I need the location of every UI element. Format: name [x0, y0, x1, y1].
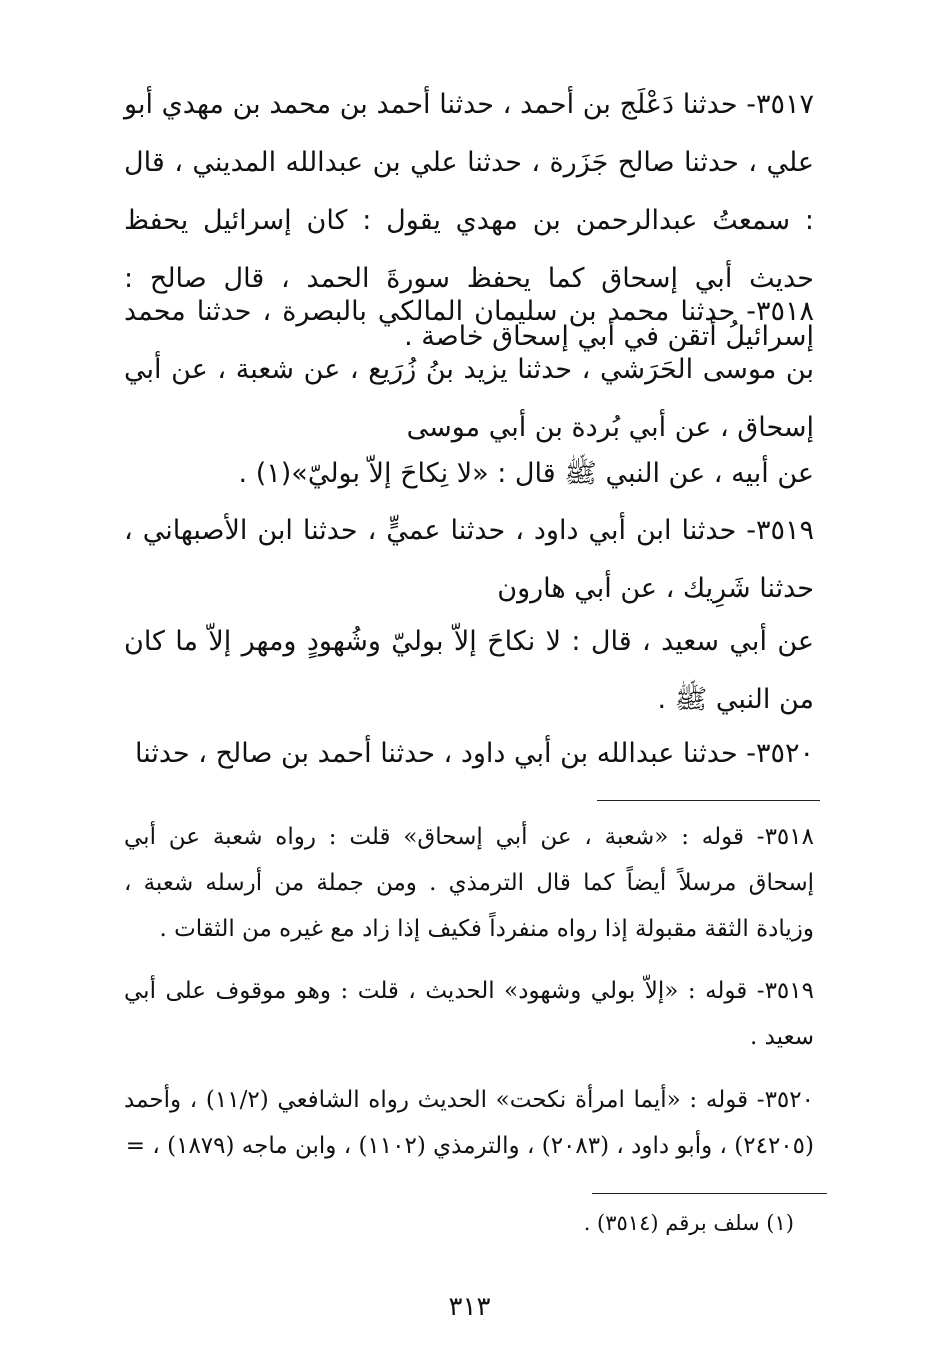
notes-separator	[597, 800, 820, 801]
hadith-3519-chain: ٣٥١٩- حدثنا ابن أبي داود ، حدثنا عميٍّ ، حدثنا ابن الأصبهاني ، حدثنا شَرِيك ، عن أبي هارون	[124, 515, 814, 604]
note-3518: ٣٥١٨- قوله : «شعبة ، عن أبي إسحاق» قلت : رواه شعبة عن أبي إسحاق مرسلاً أيضاً كما قال الترمذي . ومن جملة من أرسله شعبة ، وزيادة الثقة مقبولة إذا رواه منفرداً فكيف إذا زاد مع غيره من الثقات .	[124, 824, 814, 942]
page-number: ٣١٣	[448, 1292, 491, 1322]
hadith-3518-chain: ٣٥١٨- حدثنا محمد بن سليمان المالكي بالبصرة ، حدثنا محمد بن موسى الحَرَشي ، حدثنا يزيد بنُ زُرَيع ، عن شعبة ، عن أبي إسحاق ، عن أبي بُردة بن أبي موسى	[124, 296, 814, 443]
note-3519: ٣٥١٩- قوله : «إلاّ بولي وشهود» الحديث ، قلت : وهو موقوف على أبي سعيد .	[124, 978, 814, 1050]
hadith-3517: ٣٥١٧- حدثنا دَعْلَج بن أحمد ، حدثنا أحمد بن محمد بن مهدي أبو علي ، حدثنا صالح جَزَرة ، حدثنا علي بن عبدالله المديني ، قال : سمعتُ عبدالرحمن بن مهدي يقول : كان إسرائيل يحفظ حديث أبي إسحاق كما يحفظ سورةَ الحمد ، قال صالح : إسرائيلُ أتقن في أبي إسحاق خاصة .	[124, 89, 814, 352]
footnote-separator	[592, 1193, 827, 1194]
hadith-3518-text: عن أبيه ، عن النبي ﷺ قال : «لا نِكاحَ إلاّ بوليّ»(١) .	[238, 458, 814, 489]
note-3520: ٣٥٢٠- قوله : «أيما امرأة نكحت» الحديث رواه الشافعي (١١/٢) ، وأحمد (٢٤٢٠٥) ، وأبو داود ، (٢٠٨٣) ، والترمذي (١١٠٢) ، وابن ماجه (١٨٧٩) ، =	[124, 1087, 814, 1159]
footnote-1: (١) سلف برقم (٣٥١٤) .	[583, 1211, 794, 1235]
hadith-3520-chain: ٣٥٢٠- حدثنا عبدالله بن أبي داود ، حدثنا أحمد بن صالح ، حدثنا	[134, 738, 814, 769]
hadith-3519-text: عن أبي سعيد ، قال : لا نكاحَ إلاّ بوليّ وشُهودٍ ومهر إلاّ ما كان من النبي ﷺ .	[124, 626, 814, 715]
